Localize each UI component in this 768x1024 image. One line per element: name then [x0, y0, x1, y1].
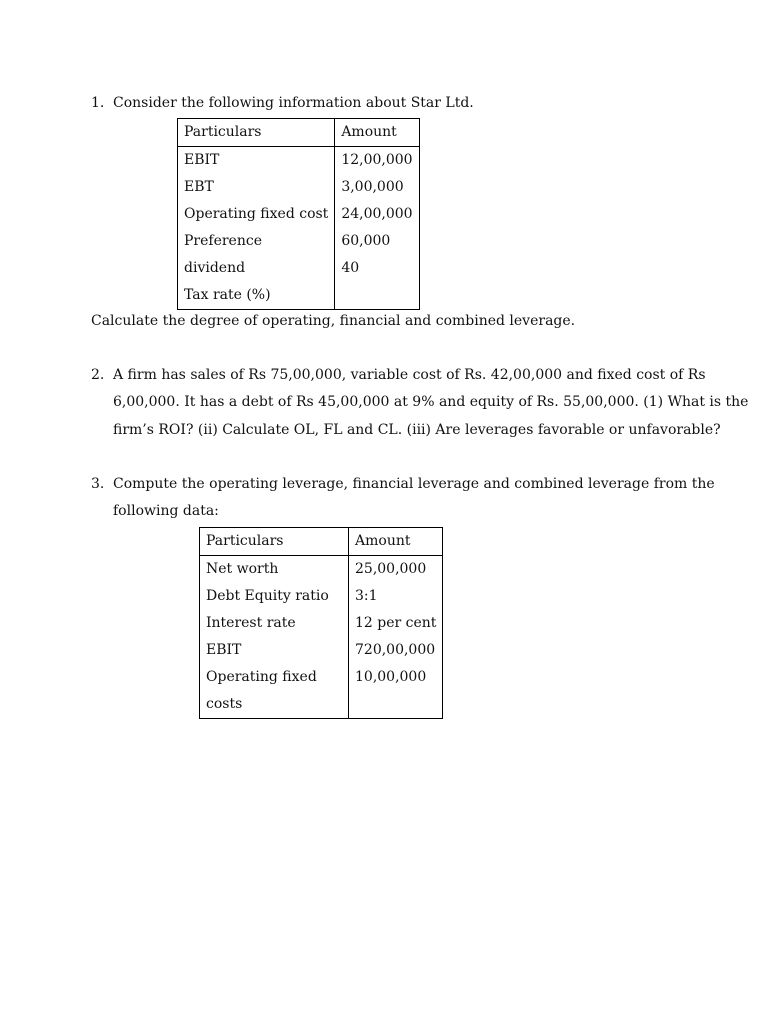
table-cell — [335, 282, 419, 310]
table-cell: 25,00,000 — [349, 556, 443, 584]
table-cell: 3:1 — [349, 583, 443, 610]
table-row — [200, 637, 443, 664]
table-cell: 24,00,000 — [335, 201, 419, 228]
table-row — [178, 174, 420, 201]
table-cell: 12 per cent — [349, 610, 443, 637]
table-cell: 40 — [335, 255, 419, 282]
table-cell: Preference — [178, 228, 335, 255]
table-cell: Debt Equity ratio — [200, 583, 349, 610]
table-row — [200, 664, 443, 691]
question-1-instruction: Calculate the degree of operating, financial and combined leverage. — [91, 313, 576, 329]
table-cell: Interest rate — [200, 610, 349, 637]
question-2-line-2: 6,00,000. It has a debt of Rs 45,00,000 at 9% and equity of Rs. 55,00,000. (1) What is the — [113, 394, 749, 410]
table-header-amount: Amount — [349, 528, 443, 556]
question-3-number: 3. — [91, 476, 105, 492]
question-3-line-1: Compute the operating leverage, financial leverage and combined leverage from the — [113, 476, 715, 492]
question-1-number: 1. — [91, 95, 105, 111]
table-header-amount: Amount — [335, 119, 419, 147]
table-row — [200, 691, 443, 719]
table-header-particulars: Particulars — [200, 528, 349, 556]
table-cell: Operating fixed cost — [178, 201, 335, 228]
question-2-line-3: firm’s ROI? (ii) Calculate OL, FL and CL. (iii) Are leverages favorable or unfavorable? — [113, 422, 721, 438]
table-row — [178, 255, 420, 282]
leverage-data-table — [199, 527, 443, 719]
table-cell: 12,00,000 — [335, 147, 419, 175]
table-row — [178, 147, 420, 175]
table-cell: costs — [200, 691, 349, 719]
question-2-line-1: A firm has sales of Rs 75,00,000, variable cost of Rs. 42,00,000 and fixed cost of Rs — [113, 367, 706, 383]
table-cell: 720,00,000 — [349, 637, 443, 664]
table-header-row — [178, 119, 420, 147]
table-cell: Operating fixed — [200, 664, 349, 691]
table-cell: dividend — [178, 255, 335, 282]
table-row — [178, 282, 420, 310]
table-cell: 60,000 — [335, 228, 419, 255]
table-cell: EBT — [178, 174, 335, 201]
table-cell — [349, 691, 443, 719]
table-cell: 3,00,000 — [335, 174, 419, 201]
table-row — [200, 610, 443, 637]
table-header-row — [200, 528, 443, 556]
table-cell: Net worth — [200, 556, 349, 584]
table-row — [200, 583, 443, 610]
table-header-particulars: Particulars — [178, 119, 335, 147]
table-row — [178, 201, 420, 228]
table-cell: EBIT — [200, 637, 349, 664]
table-cell: 10,00,000 — [349, 664, 443, 691]
star-ltd-table — [177, 118, 420, 310]
question-3-line-2: following data: — [113, 503, 219, 519]
question-1-text: Consider the following information about Star Ltd. — [113, 95, 474, 111]
question-2-number: 2. — [91, 367, 105, 383]
table-row — [200, 556, 443, 584]
table-row — [178, 228, 420, 255]
table-cell: EBIT — [178, 147, 335, 175]
table-cell: Tax rate (%) — [178, 282, 335, 310]
